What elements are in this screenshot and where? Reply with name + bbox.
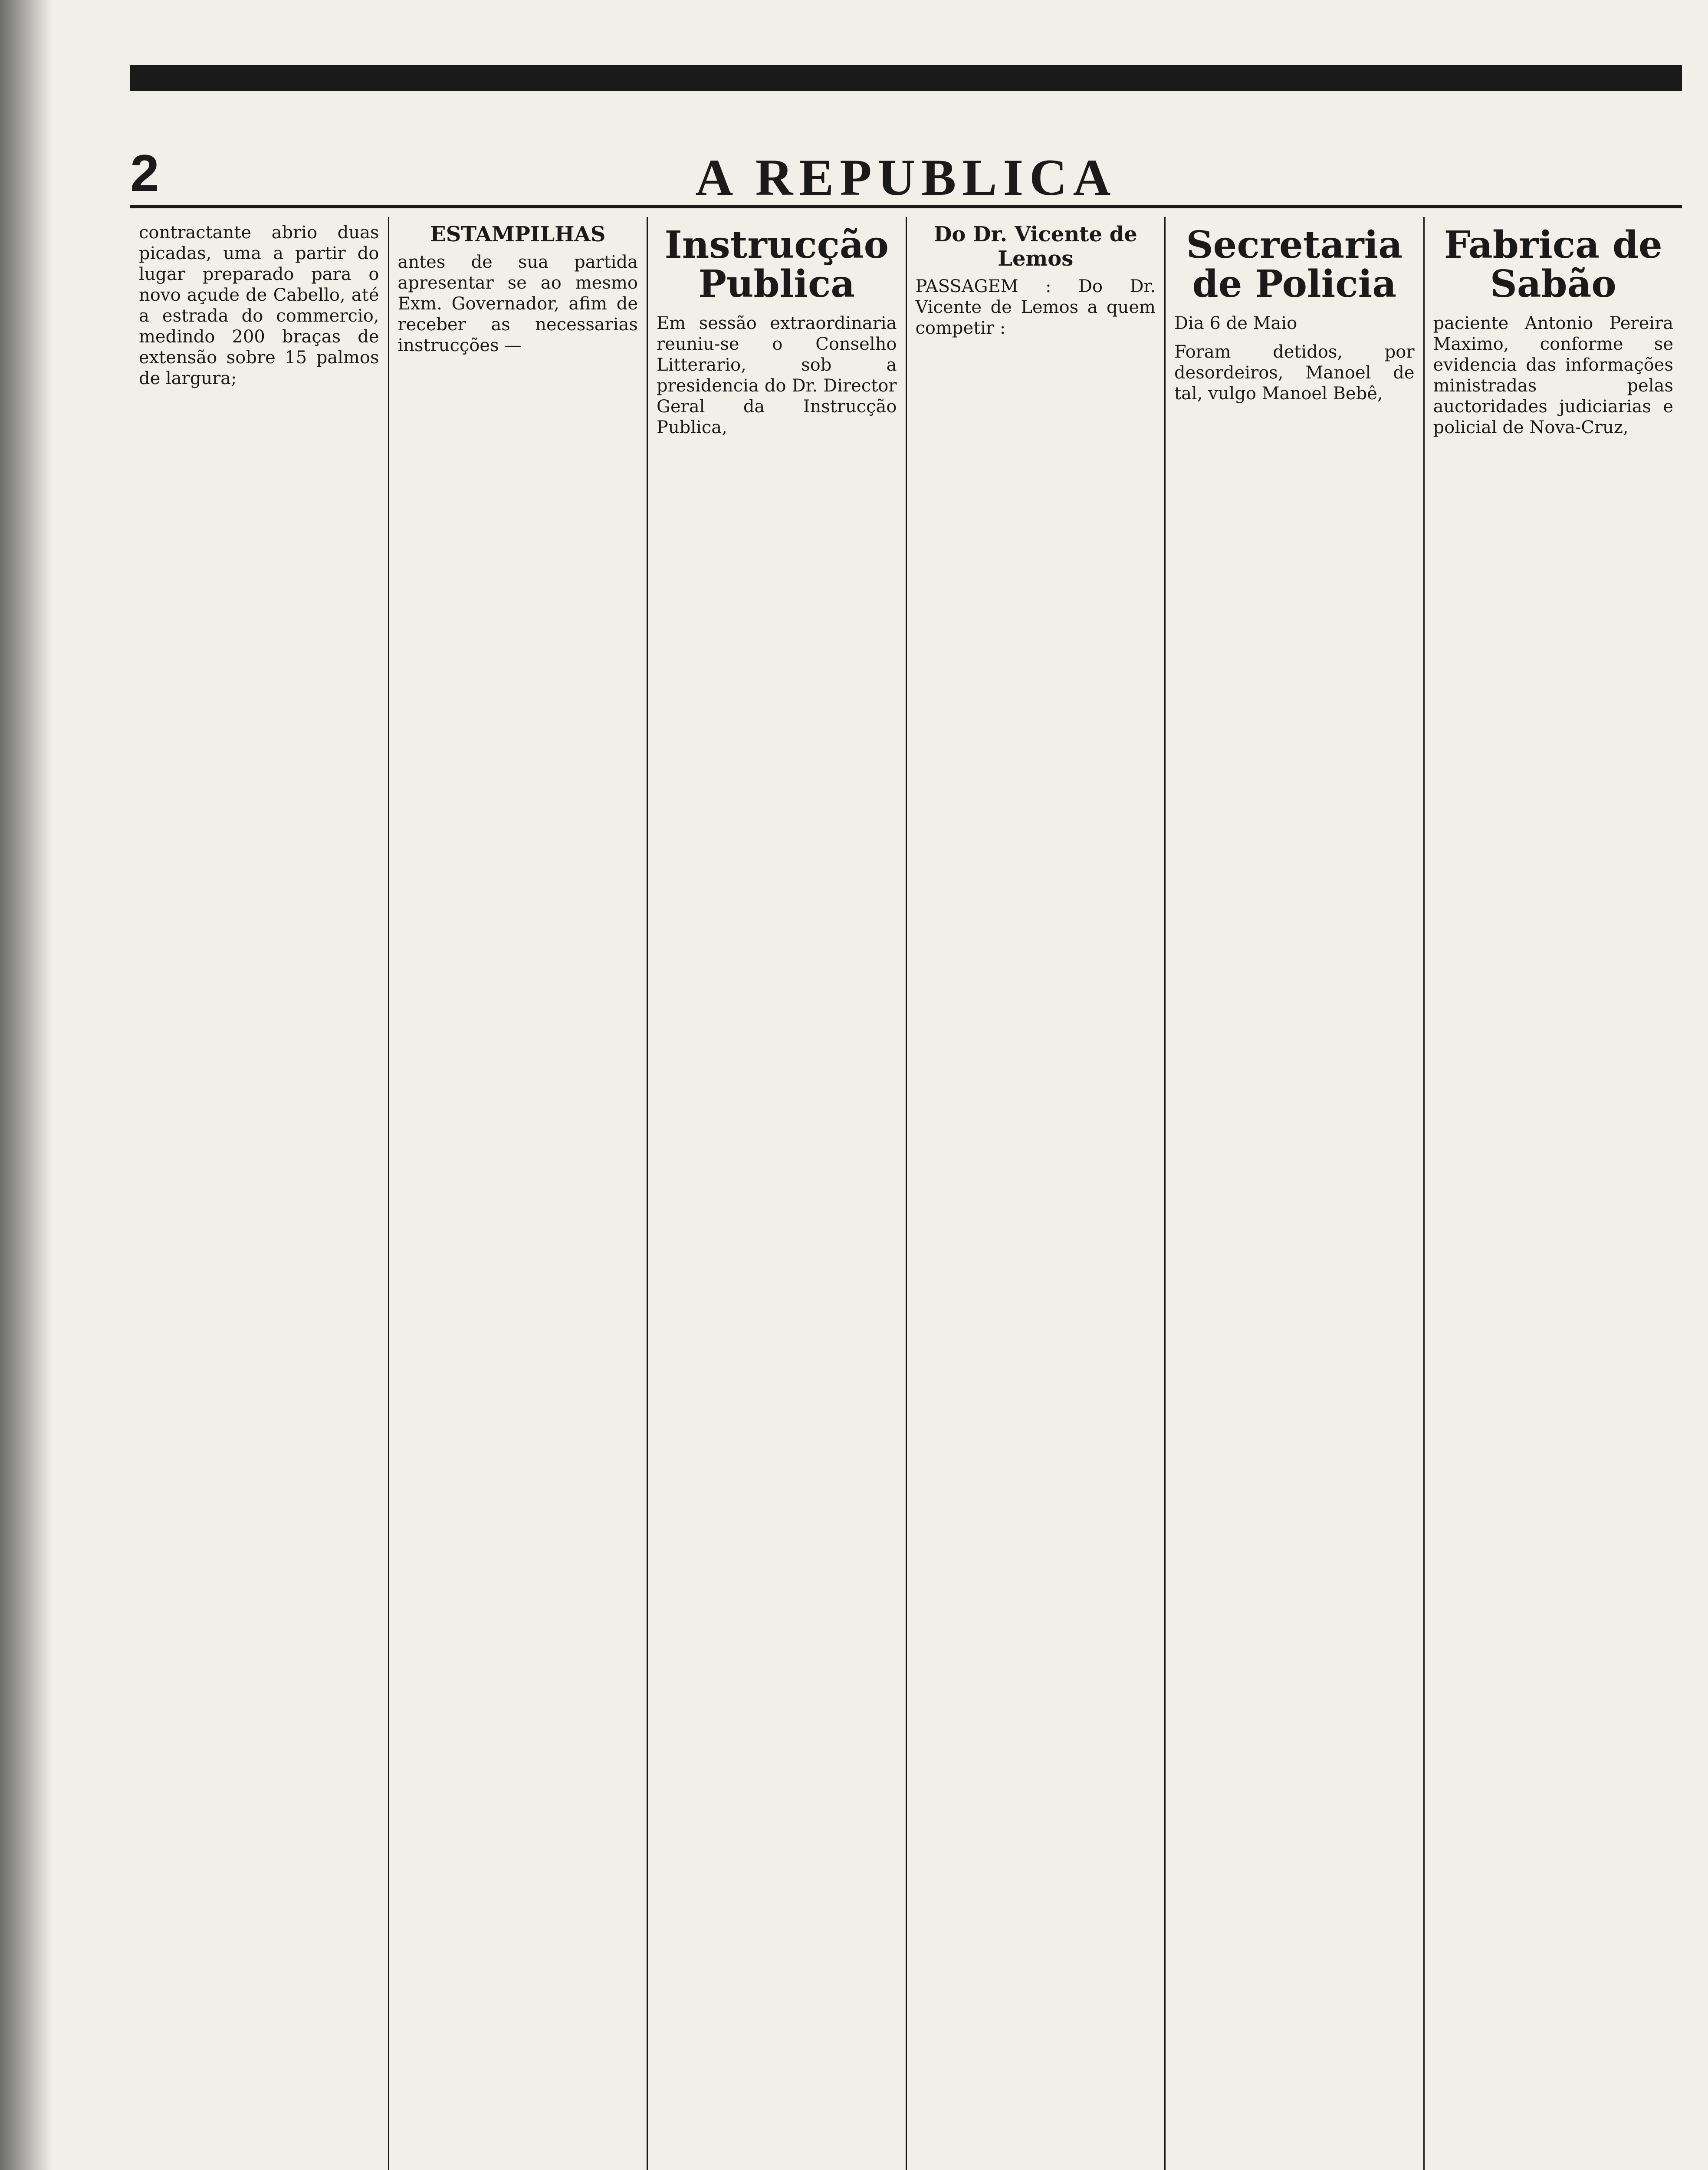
newspaper-title: A REPUBLICA xyxy=(695,148,1117,206)
column-heading: Secretaria de Policia xyxy=(1186,223,1403,306)
column-4 xyxy=(906,217,1165,2170)
paragraph: PASSAGEM : Do Dr. Vicente de Lemos a quem competir : xyxy=(915,276,1156,338)
columns xyxy=(130,217,1682,2170)
column-1 xyxy=(130,217,388,2170)
column-2 xyxy=(388,217,647,2170)
column-6 xyxy=(1423,217,1682,2170)
column-3 xyxy=(647,217,906,2170)
column-heading: Instrucção Publica xyxy=(664,223,889,306)
masthead xyxy=(130,143,1682,208)
paragraph: Em sessão extraordinaria reuniu-se o Conselho Litterario, sob a presidencia do Dr. Director Geral da Instrucção Publica, xyxy=(657,313,897,437)
top-border-bar xyxy=(130,65,1682,91)
column-heading: Fabrica de Sabão xyxy=(1444,223,1662,306)
paragraph: Dia 6 de Maio xyxy=(1174,313,1297,333)
column-5 xyxy=(1164,217,1423,2170)
masthead-rule xyxy=(130,205,1682,208)
paragraph: antes de sua partida apresentar se ao mesmo Exm. Governador, afim de receber as necessarias instrucções — xyxy=(397,252,638,355)
column-heading: Do Dr. Vicente de Lemos xyxy=(933,222,1137,271)
column-heading: ESTAMPILHAS xyxy=(430,222,606,247)
page-edge-shadow xyxy=(0,0,52,2170)
paragraph: paciente Antonio Pereira Maximo, conforme se evidencia das informações ministradas pelas auctoridades judiciarias e policial de Nova-Cruz, xyxy=(1433,313,1673,437)
paragraph: Foram detidos, por desordeiros, Manoel de tal, vulgo Manoel Bebê, xyxy=(1174,342,1415,404)
paragraph: contractante abrio duas picadas, uma a partir do lugar preparado para o novo açude de Cabello, até a estrada do commercio, medindo 200 braças de extensão sobre 15 palmos de largura; xyxy=(139,223,379,388)
page-number: 2 xyxy=(130,144,159,202)
